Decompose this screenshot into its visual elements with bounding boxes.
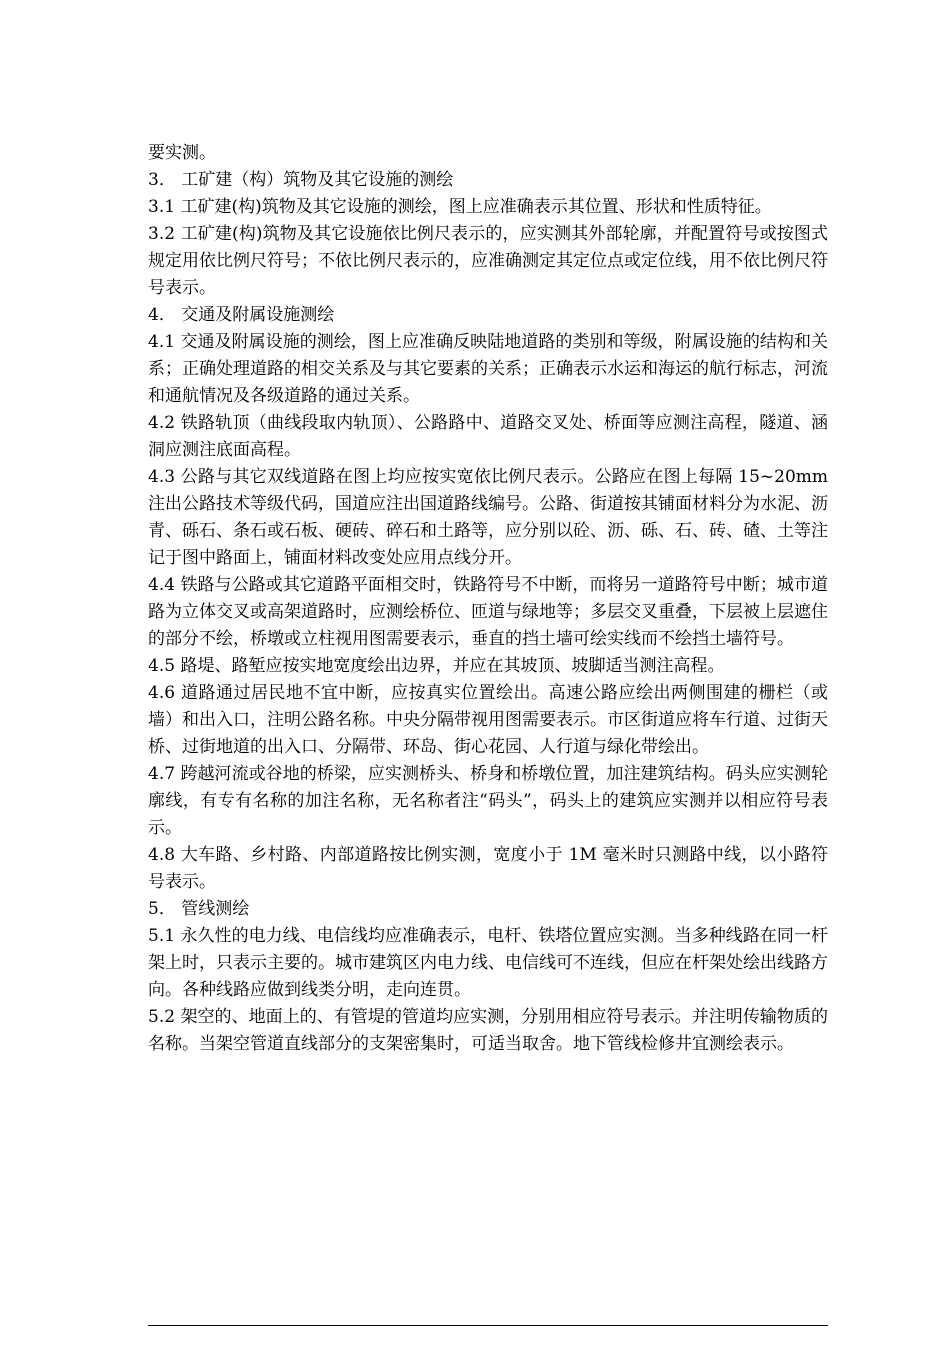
- paragraph-3-1: 3.1 工矿建(构)筑物及其它设施的测绘，图上应准确表示其位置、形状和性质特征。: [148, 197, 772, 217]
- paragraph-4-5: 4.5 路堤、路堑应按实地宽度绘出边界，并应在其坡顶、坡脚适当测注高程。: [148, 656, 725, 676]
- paragraph-4-2: 4.2 铁路轨顶（曲线段取内轨顶）、公路路中、道路交叉处、桥面等应测注高程，隧道、涵洞应测注底面高程。: [148, 413, 828, 460]
- paragraph-4-4: 4.4 铁路与公路或其它道路平面相交时，铁路符号不中断，而将另一道路符号中断；城市道路为立体交叉或高架道路时，应测绘桥位、匝道与绿地等；多层交叉重叠，下层被上层遮住的部分不绘，桥墩或立柱视用图需要表示，垂直的挡土墙可绘实线而不绘挡土墙符号。: [148, 575, 828, 649]
- section-heading-4: 4． 交通及附属设施测绘: [148, 305, 335, 325]
- section-heading-3: 3． 工矿建（构）筑物及其它设施的测绘: [148, 170, 454, 190]
- footer-divider: [148, 1325, 828, 1326]
- paragraph-3-2: 3.2 工矿建(构)筑物及其它设施依比例尺表示的，应实测其外部轮廓，并配置符号或按图式规定用依比例尺符号；不依比例尺表示的，应准确测定其定位点或定位线，用不依比例尺符号表示。: [148, 224, 828, 298]
- paragraph-4-7: 4.7 跨越河流或谷地的桥梁，应实测桥头、桥身和桥墩位置，加注建筑结构。码头应实测轮廓线，有专有名称的加注名称，无名称者注“码头”，码头上的建筑应实测并以相应符号表示。: [148, 764, 828, 838]
- paragraph-4-1: 4.1 交通及附属设施的测绘，图上应准确反映陆地道路的类别和等级，附属设施的结构和关系；正确处理道路的相交关系及与其它要素的关系；正确表示水运和海运的航行标志，河流和通航情况及各级道路的通过关系。: [148, 332, 828, 406]
- section-heading-5: 5． 管线测绘: [148, 899, 250, 919]
- paragraph-5-1: 5.1 永久性的电力线、电信线均应准确表示，电杆、铁塔位置应实测。当多种线路在同一杆架上时，只表示主要的。城市建筑区内电力线、电信线可不连线，但应在杆架处绘出线路方向。各种线路应做到线类分明，走向连贯。: [148, 926, 828, 1000]
- paragraph-5-2: 5.2 架空的、地面上的、有管堤的管道均应实测，分别用相应符号表示。并注明传输物质的名称。当架空管道直线部分的支架密集时，可适当取舍。地下管线检修井宜测绘表示。: [148, 1007, 828, 1054]
- paragraph-continuation: 要实测。: [148, 143, 216, 163]
- paragraph-4-8: 4.8 大车路、乡村路、内部道路按比例实测，宽度小于 1M 毫米时只测路中线，以小路符号表示。: [148, 845, 828, 892]
- paragraph-4-3: 4.3 公路与其它双线道路在图上均应按实宽依比例尺表示。公路应在图上每隔 15~20mm 注出公路技术等级代码，国道应注出国道路线编号。公路、街道按其铺面材料分为水泥、沥青、砾石、条石或石板、硬砖、碎石和土路等，应分别以砼、沥、砾、石、砖、碴、土等注记于图中路面上，铺面材料改变处应用点线分开。: [148, 467, 828, 568]
- paragraph-4-6: 4.6 道路通过居民地不宜中断，应按真实位置绘出。高速公路应绘出两侧围建的栅栏（或墙）和出入口，注明公路名称。中央分隔带视用图需要表示。市区街道应将车行道、过街天桥、过街地道的出入口、分隔带、环岛、街心花园、人行道与绿化带绘出。: [148, 683, 828, 757]
- document-body: [148, 140, 828, 1058]
